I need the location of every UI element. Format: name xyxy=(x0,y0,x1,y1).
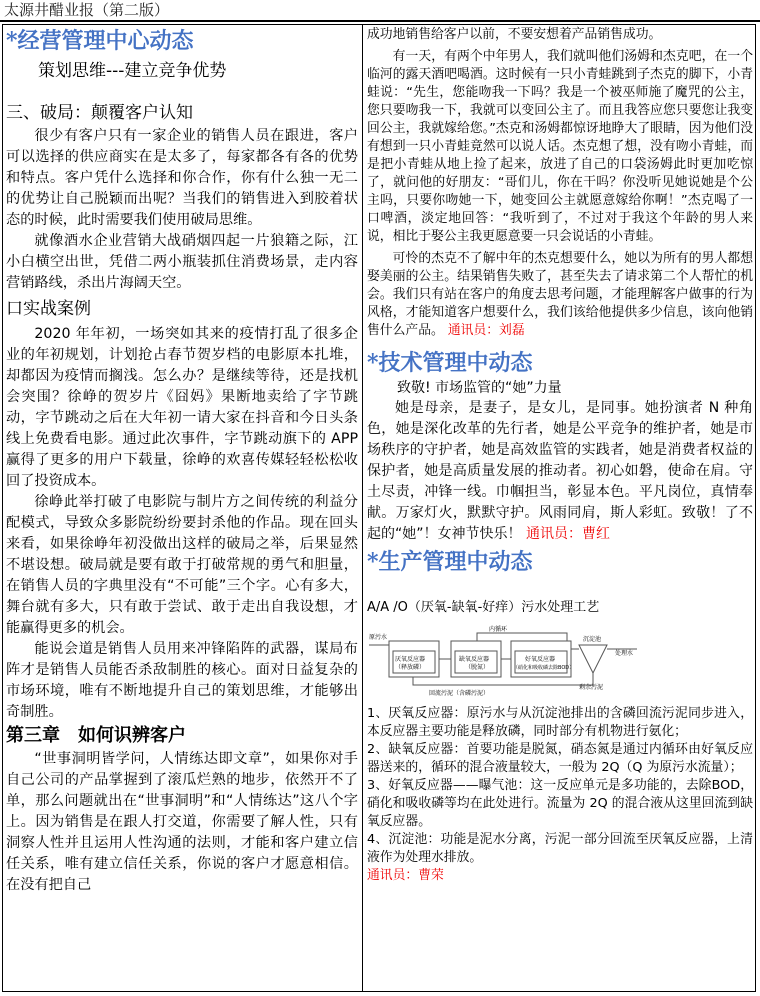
label-excess-sludge: 剩余污泥 xyxy=(579,684,604,691)
chapter-title: 第三章 如何识辨客户 xyxy=(6,725,186,746)
paragraph-frog-2-text: 可怜的杰克不了解中年的杰克想要什么，她以为所有的男人都想娶美丽的公主。结果销售失败了，甚至失去了请求第二个人帮忙的机会。我们只有站在客户的角度去思考问题，才能理解客户做事的行为风格，才能知道客户想要什么，我们该给他提供多少信息，该向他销售什么产品。 xyxy=(367,251,753,338)
paragraph-frog: 有一天，有两个中年男人，我们就叫他们汤姆和杰克吧，在一个临河的露天酒吧喝酒。这时候有一只小青蛙跳到子杰克的脚下，小青蛙说：“先生，您能吻我一下吗？我是一个被巫师施了魔咒的公主，您只要吻我一下，我就可以变回公主了。而且我答应您只要您让我变回公主，我就嫁给您。”杰克和汤姆都惊讶地睁大了眼睛，因为他们没有想到一只小青蛙竟然可以说人话。杰克想了想，没有吻小青蛙，而是把小青蛙从地上捡了起来，放进了自己的口袋汤姆此时更加吃惊了，就问他的好朋友：“哥们儿，你在干吗？你没听见她说她是个公主吗，只要你吻她一下，她变回公主就愿意嫁给你啊！”杰克喝了一口啤酒，淡定地回答：“我听到了，不过对于我这个年龄的男人来说，相比于娶公主我更愿意要一只会说话的小青蛙。 xyxy=(367,49,753,244)
paragraph-2: 就像酒水企业营销大战硝烟四起一片狼籍之际，江小白横空出世，凭借二两小瓶装抓住消费场景，走内容营销路线，杀出片海阔天空。 xyxy=(6,233,358,291)
paragraph-top: 成功地销售给客户以前，不要安想着产品销售成功。 xyxy=(367,27,662,42)
label-tank1-sub: （释放磷） xyxy=(395,664,426,671)
section-title-tech: *技术管理中动态 xyxy=(367,350,533,376)
return-sludge-line xyxy=(413,673,593,685)
article-subtitle: 策划思维---建立竞争优势 xyxy=(38,61,227,81)
paragraph-5: 能说会道是销售人员用来冲锋陷阵的武器，谋局布阵才是销售人员能否杀敌制胜的核心。面对日益复杂的市场环境，唯有不断地提升自己的策划思维，才能够出奇制胜。 xyxy=(6,641,358,720)
section-title-business: *经营管理中心动态 xyxy=(6,28,194,54)
label-tank2: 缺氧反应器 xyxy=(459,656,490,663)
internal-recycle-line xyxy=(477,633,567,641)
process-item-2: 2、缺氧反应器：首要功能是脱氮，硝态氮是通过内循环由好氧反应器送来的，循环的混合液量较大，一般为 2Q（Q 为原污水流量）； xyxy=(367,742,753,775)
settler-cone xyxy=(579,645,607,673)
label-tank1: 厌氧反应器 xyxy=(395,656,426,663)
section-title-production: *生产管理中动态 xyxy=(367,549,533,575)
tribute-body-text: 她是母亲，是妻子，是女儿，是同事。她扮演者 N 种角色，她是深化改革的先行者，她是公平竞争的维护者，她是市场秩序的守护者，她是高效监管的实践者，她是消费者权益的保护者，她是高质量发展的推动者。初心如磐，使命在肩。守土尽责，冲锋一线。巾帼担当，彰显本色。平凡岗位，真情奉献。万家灯火，默默守护。风雨同肩，斯人彩虹。致敬！了不起的“她”！女神节快乐！ xyxy=(367,400,753,542)
process-item-4: 4、沉淀池：功能是泥水分离，污泥一部分回流至厌氧反应器，上清液作为处理水排放。 xyxy=(367,832,753,865)
aao-process-diagram xyxy=(367,623,747,703)
newspaper-header: 太源井醋业报（第二版） xyxy=(0,0,760,22)
label-inflow: 原污水 xyxy=(369,634,388,641)
right-column xyxy=(367,26,753,988)
paragraph-frog-2 xyxy=(367,250,753,340)
heading-breaking: 三、破局：颠覆客户认知 xyxy=(6,103,193,123)
diagram-title: A/A /O（厌氧-缺氧-好痒）污水处理工艺 xyxy=(367,600,600,615)
label-tank3-sub: （硝化和吸收磷去除BOD） xyxy=(513,665,575,671)
label-recycle: 内循环 xyxy=(489,626,508,633)
label-return-sludge: 回流污泥（含磷污泥） xyxy=(429,690,490,697)
tribute-body xyxy=(367,398,753,545)
reporter-cao-hong: 通讯员：曹红 xyxy=(525,526,610,542)
label-tank2-sub: （脱氮） xyxy=(465,664,490,671)
heading-case: 口实战案例 xyxy=(6,299,91,319)
paragraph-6: “世事洞明皆学问，人情练达即文章”，如果你对手自己公司的产品掌握到了滚瓜烂熟的地步，依然开不了单，那么问题就出在“世事洞明”和“人情练达”这八个字上。因为销售是在跟人打交道，你需要了解人性，只有洞察人性并且运用人性沟通的法则，才能和客户建立信任关系，唯有建立信任关系，你说的客户才愿意相信。在没有把自己 xyxy=(6,751,358,893)
reporter-cao-rong: 通讯员：曹荣 xyxy=(367,868,444,883)
process-item-1: 1、厌氧反应器：原污水与从沉淀池排出的含磷回流污泥同步进入，本反应器主要功能是释放磷，同时部分有机物进行氨化； xyxy=(367,706,753,739)
label-tank3: 好氧反应器 xyxy=(525,656,556,663)
process-diagram xyxy=(367,623,753,703)
paragraph-1: 很少有客户只有一家企业的销售人员在跟进，客户可以选择的供应商实在是太多了，每家都各有各的优势和特点。客户凭什么选择和你合作，你有什么独一无二的优势让自己脱颖而出呢？当我们的销售进入到胶着状态的时候，此时需要我们使用破局思维。 xyxy=(6,128,358,228)
left-column xyxy=(6,26,358,988)
tribute-title: 致敬! 市场监管的“她”力量 xyxy=(397,380,562,396)
paragraph-4: 徐峥此举打破了电影院与制片方之间传统的利益分配模式，导致众多影院纷纷要封杀他的作品。现在回头来看，如果徐峥年初没做出这样的破局之举，后果显然不堪设想。破局就是要有敢于打破常规的勇气和胆量，在销售人员的字典里没有“不可能”三个字。心有多大，舞台就有多大，只有敢于尝试、敢于走出自我设想，才能赢得更多的机会。 xyxy=(6,494,358,636)
paragraph-3: 2020 年年初，一场突如其来的疫情打乱了很多企业的年初规划，计划抢占春节贺岁档的电影原本扎堆，却都因为疫情而搁浅。怎么办？是继续等待，还是找机会突围？徐峥的贺岁片《囧妈》果断地卖给了字节跳动，字节跳动之后在大年初一请大家在抖音和今日头条线上免费看电影。通过此次事件，字节跳动旗下的 APP 赢得了更多的用户下载量，徐峥的欢喜传媒轻轻松松收回了投资成本。 xyxy=(6,326,358,489)
label-outflow: 处理水 xyxy=(615,650,634,657)
column-divider xyxy=(362,24,363,992)
reporter-liu: 通讯员：刘磊 xyxy=(447,323,525,338)
label-settler: 沉淀池 xyxy=(583,636,602,643)
process-item-3: 3、好氧反应器——曝气池：这一反应单元是多功能的，去除BOD，硝化和吸收磷等均在此处进行。流量为 2Q 的混合液从这里回流到缺氧反应器。 xyxy=(367,778,753,829)
